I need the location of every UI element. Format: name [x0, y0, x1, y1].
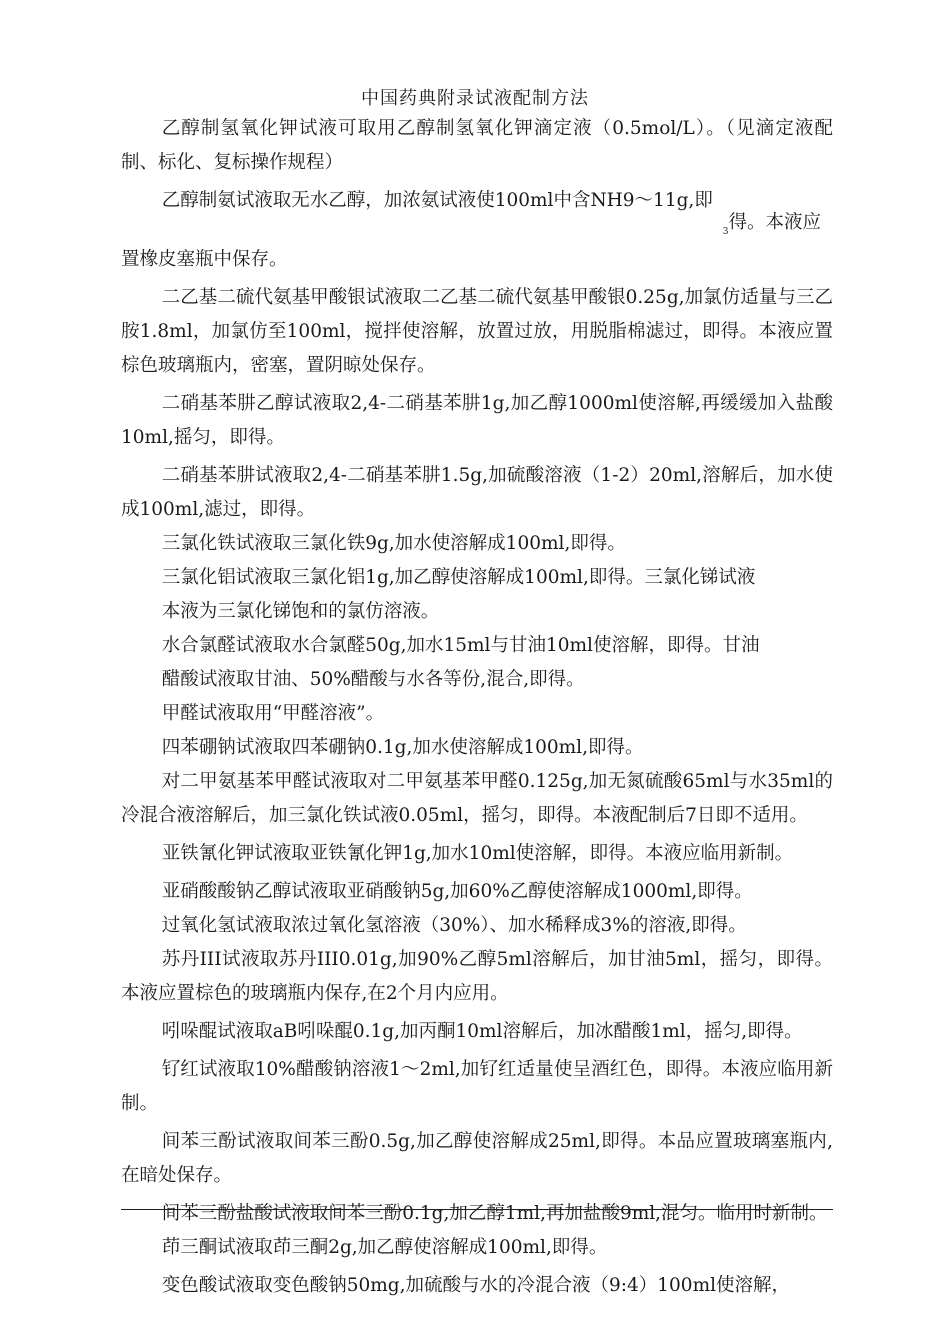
paragraph: 对二甲氨基苯甲醛试液取对二甲氨基苯甲醛0.125g,加无氮硫酸65ml与水35ml的冷混合液溶解后，加三氯化铁试液0.05ml，摇匀，即得。本液配制后7日即不适用。 [121, 771, 833, 826]
paragraph: 三氯化铁试液取三氯化铁9g,加水使溶解成100ml,即得。 [161, 533, 626, 554]
paragraph: 乙醇制氢氧化钾试液可取用乙醇制氢氧化钾滴定液（0.5mol/L）。（见滴定液配制、标化、复标操作规程） [121, 118, 833, 173]
paragraph: 间苯三酚试液取间苯三酚0.5g,加乙醇使溶解成25ml,即得。本品应置玻璃塞瓶内,在暗处保存。 [121, 1131, 833, 1186]
paragraph: 本液为三氯化锑饱和的氯仿溶液。 [161, 601, 440, 622]
paragraph: 醋酸试液取甘油、50%醋酸与水各等份,混合,即得。 [161, 669, 585, 690]
paragraph-text: 得。本液应 [728, 212, 821, 233]
paragraph: 甲醛试液取用“甲醛溶液”。 [161, 703, 385, 724]
paragraph: 二乙基二硫代氨基甲酸银试液取二乙基二硫代氨基甲酸银0.25g,加氯仿适量与三乙胺1.8ml，加氯仿至100ml，搅拌使溶解，放置过放，用脱脂棉滤过，即得。本液应置棕色玻璃瓶内，密塞，置阴晾处保存。 [121, 287, 833, 376]
document-body [121, 112, 833, 1303]
paragraph: 二硝基苯肼乙醇试液取2,4-二硝基苯肼1g,加乙醇1000ml使溶解,再缓缓加入盐酸10ml,摇匀，即得。 [121, 393, 833, 448]
paragraph: 吲哚醌试液取aB吲哚醌0.1g,加丙酮10ml溶解后，加冰醋酸1ml，摇匀,即得。 [161, 1021, 803, 1042]
paragraph: 变色酸试液取变色酸钠50mg,加硫酸与水的冷混合液（9:4）100ml使溶解， [161, 1275, 791, 1296]
paragraph: 水合氯醛试液取水合氯醛50g,加水15ml与甘油10ml使溶解，即得。甘油 [161, 635, 760, 656]
paragraph: 亚铁氰化钾试液取亚铁氰化钾1g,加水10ml使溶解，即得。本液应临用新制。 [161, 843, 794, 864]
subscript: 3 [722, 227, 729, 237]
paragraph: 苏丹III试液取苏丹III0.01g,加90%乙醇5ml溶解后，加甘油5ml，摇匀，即得。本液应置棕色的玻璃瓶内保存,在2个月内应用。 [121, 949, 833, 1004]
paragraph: 茚三酮试液取茚三酮2g,加乙醇使溶解成100ml,即得。 [161, 1237, 608, 1258]
paragraph: 置橡皮塞瓶中保存。 [121, 249, 288, 270]
paragraph-continuation [121, 212, 833, 243]
paragraph [121, 184, 833, 243]
horizontal-rule [121, 1209, 833, 1210]
paragraph: 过氧化氢试液取浓过氧化氢溶液（30%）、加水稀释成3%的溶液,即得。 [161, 915, 747, 936]
paragraph: 钌红试液取10%醋酸钠溶液1～2ml,加钌红适量使呈酒红色，即得。本液应临用新制。 [121, 1059, 833, 1114]
paragraph: 亚硝酸酸钠乙醇试液取亚硝酸钠5g,加60%乙醇使溶解成1000ml,即得。 [161, 881, 753, 902]
paragraph: 四苯硼钠试液取四苯硼钠0.1g,加水使溶解成100ml,即得。 [161, 737, 644, 758]
page-title: 中国药典附录试液配制方法 [361, 88, 589, 109]
paragraph: 间苯三酚盐酸试液取间苯三酚0.1g,加乙醇1ml,再加盐酸9ml,混匀。临用时新制。 [161, 1203, 828, 1224]
paragraph: 二硝基苯肼试液取2,4-二硝基苯肼1.5g,加硫酸溶液（1-2）20ml,溶解后，加水使成100ml,滤过，即得。 [121, 465, 833, 520]
paragraph-text: 乙醇制氨试液取无水乙醇，加浓氨试液使100ml中含NH9～11g,即 [161, 190, 713, 211]
paragraph: 三氯化铝试液取三氯化铝1g,加乙醇使溶解成100ml,即得。三氯化锑试液 [161, 567, 756, 588]
